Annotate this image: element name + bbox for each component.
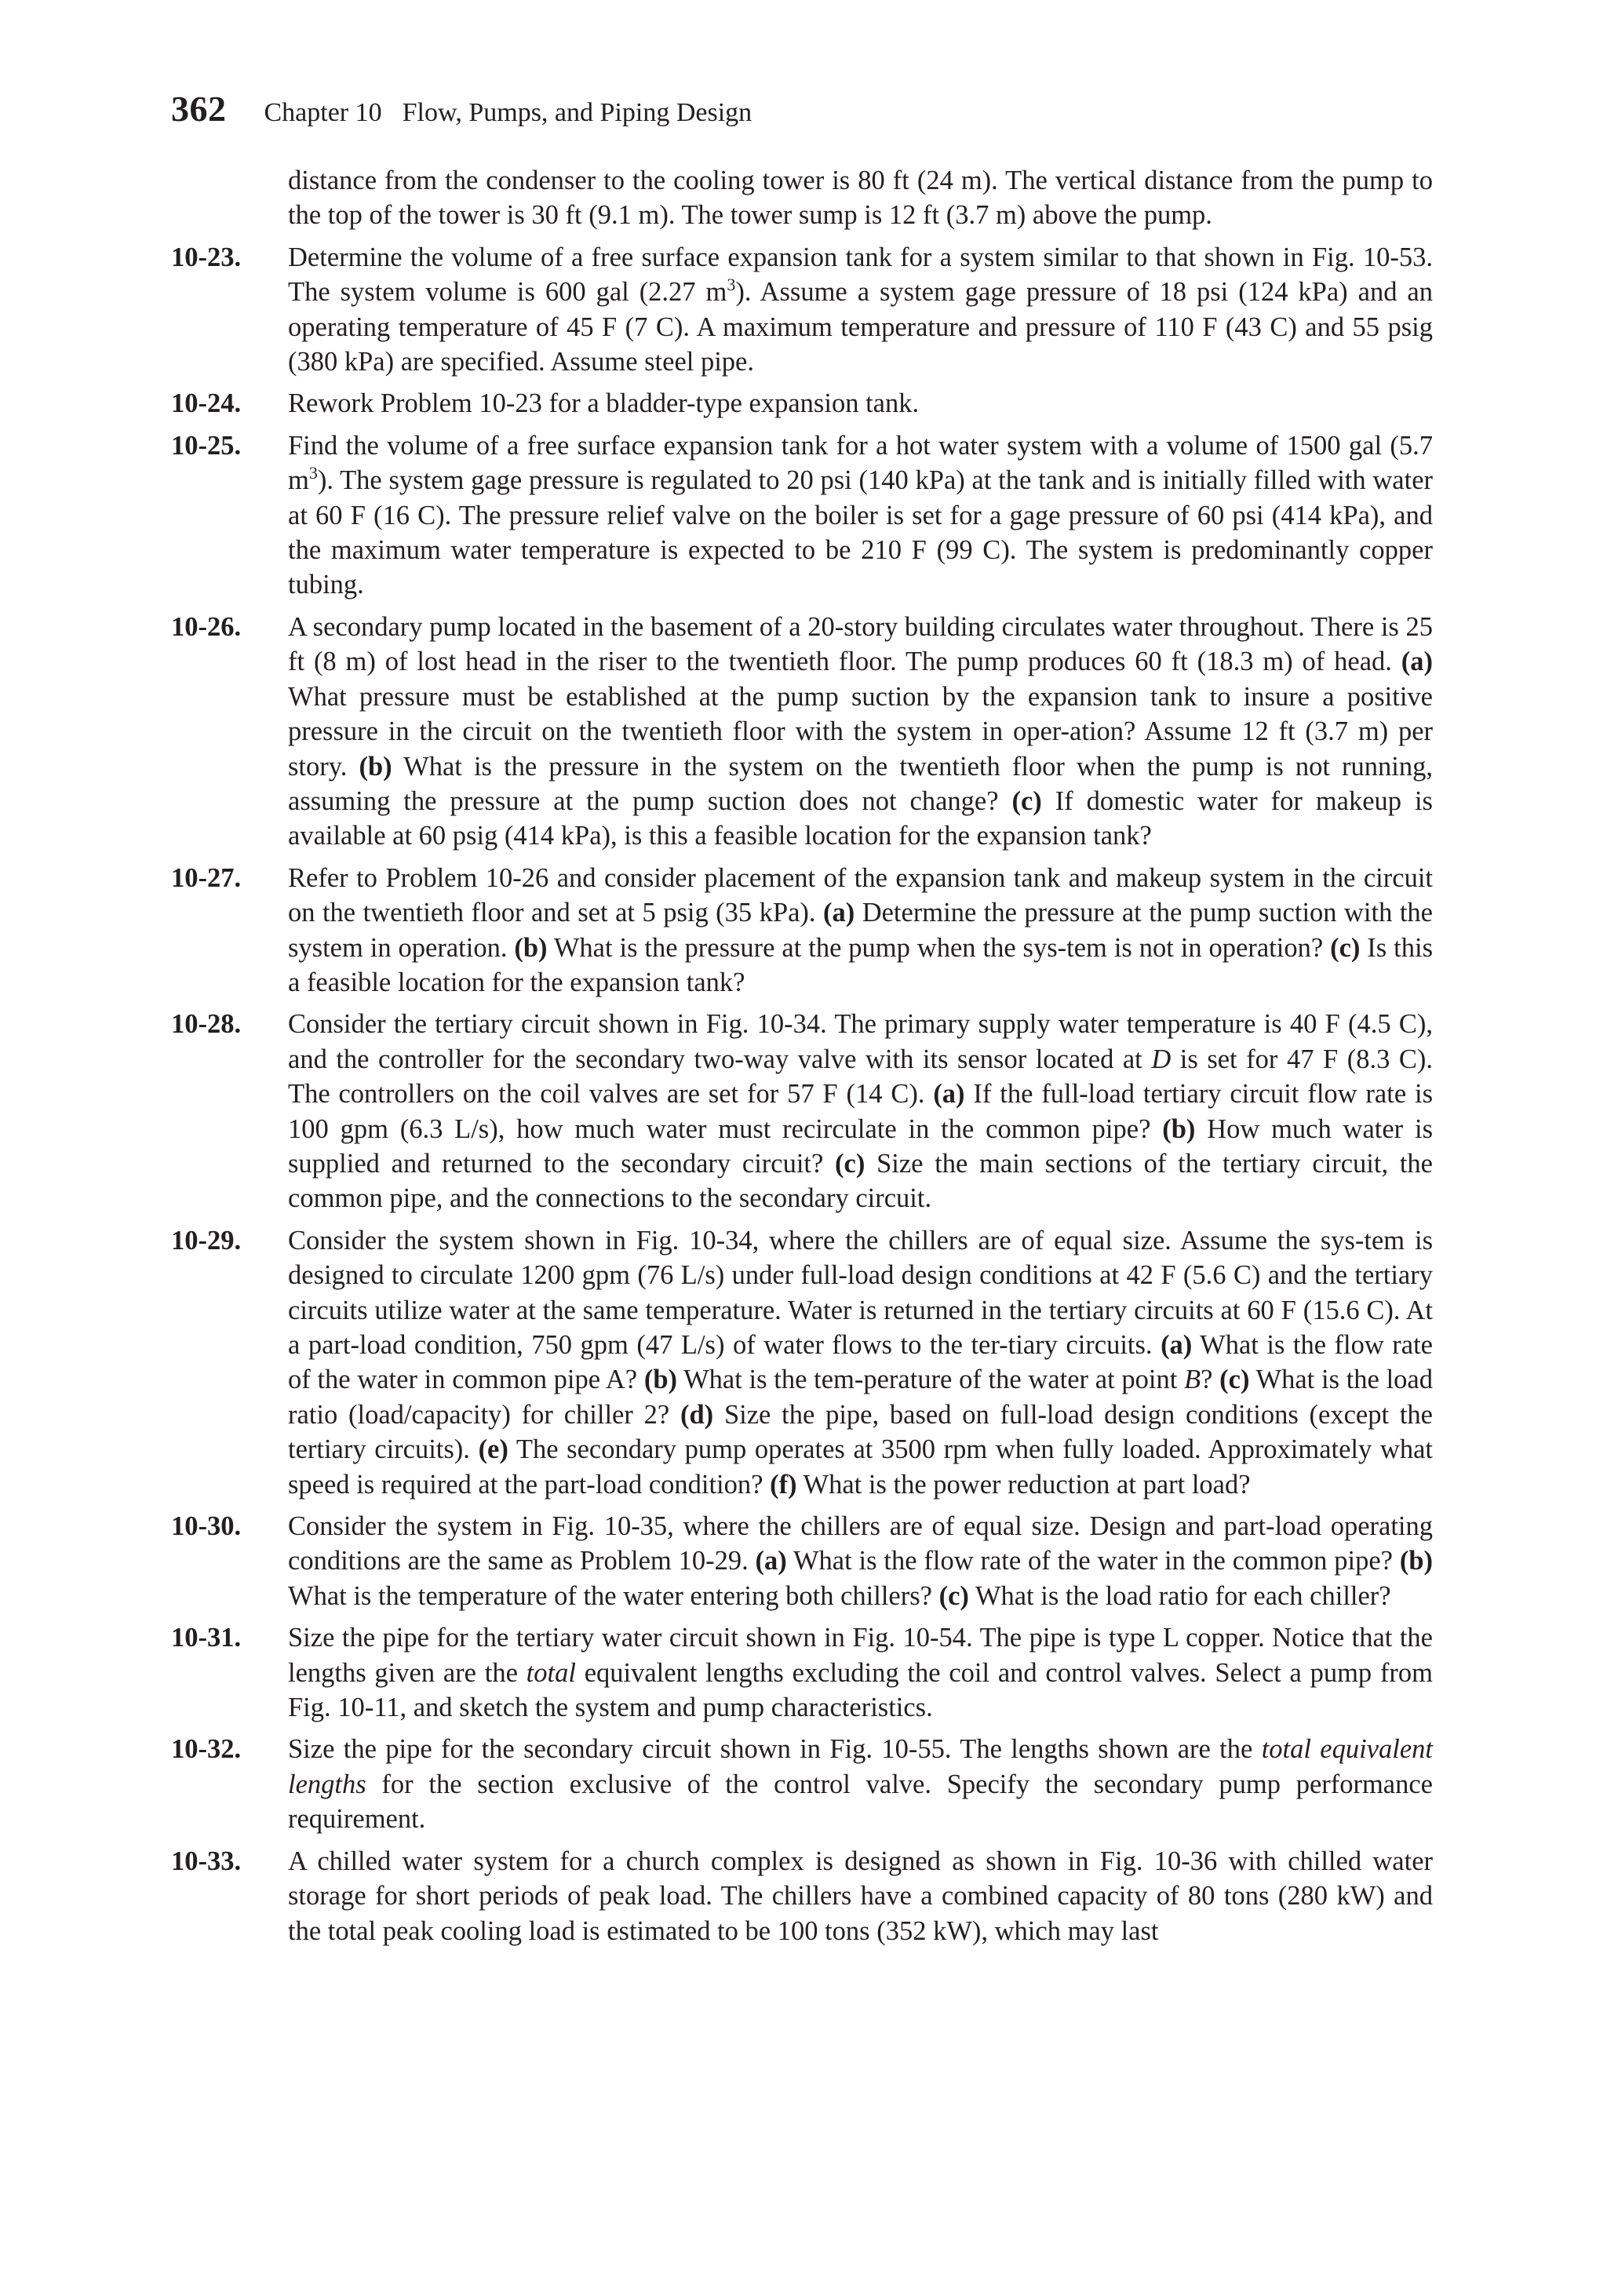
- text-run: ?: [1201, 1365, 1220, 1395]
- sub-question-label: (a): [1401, 647, 1433, 677]
- problem-item: [171, 240, 1433, 380]
- text-run: total: [526, 1657, 576, 1688]
- problem-item: [171, 1223, 1433, 1502]
- text-run: Is this a feasible location for the expansion tank?: [288, 932, 1433, 997]
- sub-question-label: (c): [1011, 785, 1042, 816]
- problem-number: 10-23.: [171, 242, 242, 272]
- text-run: D: [1151, 1044, 1172, 1074]
- text-run: How much water is supplied and returned to the secondary circuit?: [288, 1113, 1433, 1179]
- problem-text: [288, 1732, 1433, 1836]
- text-run: What is the pressure at the pump when the sys-tem is not in operation?: [547, 932, 1331, 963]
- sub-question-label: (f): [770, 1469, 797, 1500]
- text-run: ). Assume a system gage pressure of 18 psi (124 kPa) and an operating temperature of 45 F (7 C). A maximum temperature and pressure of 110 F (43 C) and 55 psig (380 kPa) are specified. Assume steel pipe.: [288, 277, 1433, 377]
- problem-number: 10-33.: [171, 1846, 242, 1876]
- text-run: Size the pipe for the tertiary water circuit shown in Fig. 10-54. The pipe is type L copper. Notice that the lengths given are the: [288, 1623, 1433, 1688]
- chapter-label: Chapter 10: [264, 98, 382, 127]
- problem-item: [171, 1732, 1433, 1836]
- text-run: What is the temperature of the water entering both chillers?: [288, 1580, 939, 1611]
- chapter-title: Flow, Pumps, and Piping Design: [402, 98, 752, 127]
- text-run: equivalent lengths excluding the coil and control valves. Select a pump from Fig. 10-11, and sketch the system and pump characteristics.: [288, 1657, 1433, 1723]
- sub-question-label: (a): [822, 898, 855, 928]
- problem-number: 10-31.: [171, 1623, 242, 1653]
- sub-question-label: (e): [478, 1434, 508, 1465]
- text-run: Find the volume of a free surface expansion tank for a hot water system with a volume of 1500 gal (5.7 m: [288, 430, 1433, 496]
- problem-text: [288, 861, 1433, 1000]
- problem-text: [288, 610, 1433, 854]
- problem-text: [288, 1223, 1433, 1502]
- sub-question-label: (d): [680, 1399, 714, 1430]
- text-run: What is the flow rate of the water in common pipe A?: [288, 1330, 1433, 1395]
- text-run: What is the tem-perature of the water at point: [677, 1365, 1185, 1395]
- text-run: is set for 47 F (8.3 C). The controllers on the coil valves are set for 57 F (14 C).: [288, 1044, 1433, 1110]
- problem-number: 10-25.: [171, 430, 242, 461]
- problem-text: [288, 386, 1433, 421]
- text-run: Consider the system shown in Fig. 10-34, where the chillers are of equal size. Assume the sys-tem is designed to circulate 1200 gpm (76 L/s) under full-load design conditions at 42 F (5.6 C) and the tertiary circuits utilize water at the same temperature. Water is returned in the tertiary circuits at 60 F (15.6 C). At a part-load condition, 750 gpm (47 L/s) of water flows to the ter-tiary circuits.: [288, 1225, 1433, 1360]
- problem-item: [171, 428, 1433, 603]
- problem-text: [288, 1007, 1433, 1215]
- page-header: [171, 88, 752, 135]
- text-run: Size the pipe for the secondary circuit shown in Fig. 10-55. The lengths shown are the: [288, 1734, 1262, 1765]
- problem-text: [288, 240, 1433, 380]
- text-run: Determine the volume of a free surface expansion tank for a system similar to that shown in Fig. 10-53. The system volume is 600 gal (2.27 m: [288, 242, 1433, 308]
- problem-item: [171, 1844, 1433, 1948]
- sub-question-label: (b): [643, 1365, 678, 1395]
- problem-number: 10-27.: [171, 862, 242, 893]
- sub-question-label: (b): [359, 751, 392, 782]
- superscript: 3: [308, 463, 318, 483]
- problem-text: [288, 1844, 1433, 1948]
- problem-item: [171, 386, 1433, 421]
- text-run: What is the flow rate of the water in the common pipe?: [786, 1546, 1400, 1576]
- text-run: If domestic water for makeup is available at 60 psig (414 kPa), is this a feasible location for the expansion tank?: [288, 785, 1433, 851]
- page-body: [171, 163, 1433, 1948]
- sub-question-label: (b): [1162, 1113, 1196, 1144]
- text-run: Consider the tertiary circuit shown in Fig. 10-34. The primary supply water temperature is 40 F (4.5 C), and the controller for the secondary two-way valve with its sensor located at: [288, 1009, 1433, 1074]
- text-run: What is the load ratio (load/capacity) for chiller 2?: [288, 1365, 1433, 1430]
- problem-text: [288, 1620, 1433, 1725]
- sub-question-label: (b): [1399, 1546, 1433, 1576]
- text-run: for the section exclusive of the control valve. Specify the secondary pump performance requirement.: [288, 1769, 1433, 1835]
- sub-question-label: (a): [933, 1079, 965, 1110]
- continuation-text: distance from the condenser to the cooling tower is 80 ft (24 m). The vertical distance from the pump to the top of the tower is 30 ft (9.1 m). The tower sump is 12 ft (3.7 m) above the pump.: [288, 166, 1433, 231]
- text-run: Rework Problem 10-23 for a bladder-type expansion tank.: [288, 388, 920, 419]
- text-run: Determine the pressure at the pump suction with the system in operation.: [288, 898, 1433, 963]
- text-run: What is the pressure in the system on the twentieth floor when the pump is not running, assuming the pressure at the pump suction does not change?: [288, 751, 1434, 816]
- sub-question-label: (c): [835, 1148, 865, 1179]
- sub-question-label: (c): [938, 1580, 969, 1611]
- sub-question-label: (c): [1219, 1365, 1250, 1395]
- problem-number: 10-32.: [171, 1734, 242, 1765]
- superscript: 3: [727, 275, 736, 295]
- text-run: What is the power reduction at part load?: [796, 1469, 1251, 1500]
- page-number: 362: [171, 89, 227, 129]
- sub-question-label: (c): [1330, 932, 1361, 963]
- text-run: Consider the system in Fig. 10-35, where the chillers are of equal size. Design and part-load operating conditions are the same as Problem 10-29.: [288, 1511, 1433, 1576]
- text-run: A chilled water system for a church complex is designed as shown in Fig. 10-36 with chilled water storage for short periods of peak load. The chillers have a combined capacity of 80 tons (280 kW) and the total peak cooling load is estimated to be 100 tons (352 kW), which may last: [288, 1846, 1433, 1946]
- problem-item: [171, 1509, 1433, 1613]
- text-run: What is the load ratio for each chiller?: [968, 1580, 1391, 1611]
- text-run: Refer to Problem 10-26 and consider placement of the expansion tank and makeup system in the circuit on the twentieth floor and set at 5 psig (35 kPa).: [288, 862, 1433, 928]
- problem-list: [171, 240, 1433, 1948]
- sub-question-label: (b): [514, 932, 548, 963]
- sub-question-label: (a): [755, 1546, 787, 1576]
- text-run: B: [1184, 1365, 1201, 1395]
- problem-number: 10-30.: [171, 1511, 242, 1542]
- problem-number: 10-29.: [171, 1225, 242, 1256]
- text-run: What pressure must be established at the pump suction by the expansion tank to insure a positive pressure in the circuit on the twentieth floor with the system in oper-ation? Assume 12 ft (3.7 m) per story.: [288, 681, 1433, 782]
- text-run: Size the pipe, based on full-load design conditions (except the tertiary circuits).: [288, 1399, 1433, 1465]
- problem-number: 10-26.: [171, 611, 242, 642]
- problem-item: [171, 1007, 1433, 1215]
- running-head: [264, 98, 752, 128]
- text-run: If the full-load tertiary circuit flow rate is 100 gpm (6.3 L/s), how much water must recirculate in the common pipe?: [288, 1079, 1434, 1144]
- problem-item: [171, 610, 1433, 854]
- problem-text: [288, 1509, 1433, 1613]
- problem-text: [288, 428, 1433, 603]
- problem-item: [171, 1620, 1433, 1725]
- problem-number: 10-28.: [171, 1009, 242, 1040]
- text-run: A secondary pump located in the basement of a 20-story building circulates water throughout. There is 25 ft (8 m) of lost head in the riser to the twentieth floor. The pump produces 60 ft (18.3 m) of head.: [288, 611, 1433, 677]
- text-run: The secondary pump operates at 3500 rpm when fully loaded. Approximately what speed is required at the part-load condition?: [288, 1434, 1433, 1500]
- problem-number: 10-24.: [171, 388, 242, 419]
- problem-item: [171, 861, 1433, 1000]
- text-run: ). The system gage pressure is regulated to 20 psi (140 kPa) at the tank and is initially filled with water at 60 F (16 C). The pressure relief valve on the boiler is set for a gage pressure of 60 psi (414 kPa), and the maximum water temperature is expected to be 210 F (99 C). The system is predominantly copper tubing.: [288, 465, 1433, 600]
- sub-question-label: (a): [1161, 1330, 1193, 1360]
- text-run: total equivalent lengths: [288, 1734, 1433, 1799]
- text-run: Size the main sections of the tertiary circuit, the common pipe, and the connections to the secondary circuit.: [288, 1148, 1433, 1214]
